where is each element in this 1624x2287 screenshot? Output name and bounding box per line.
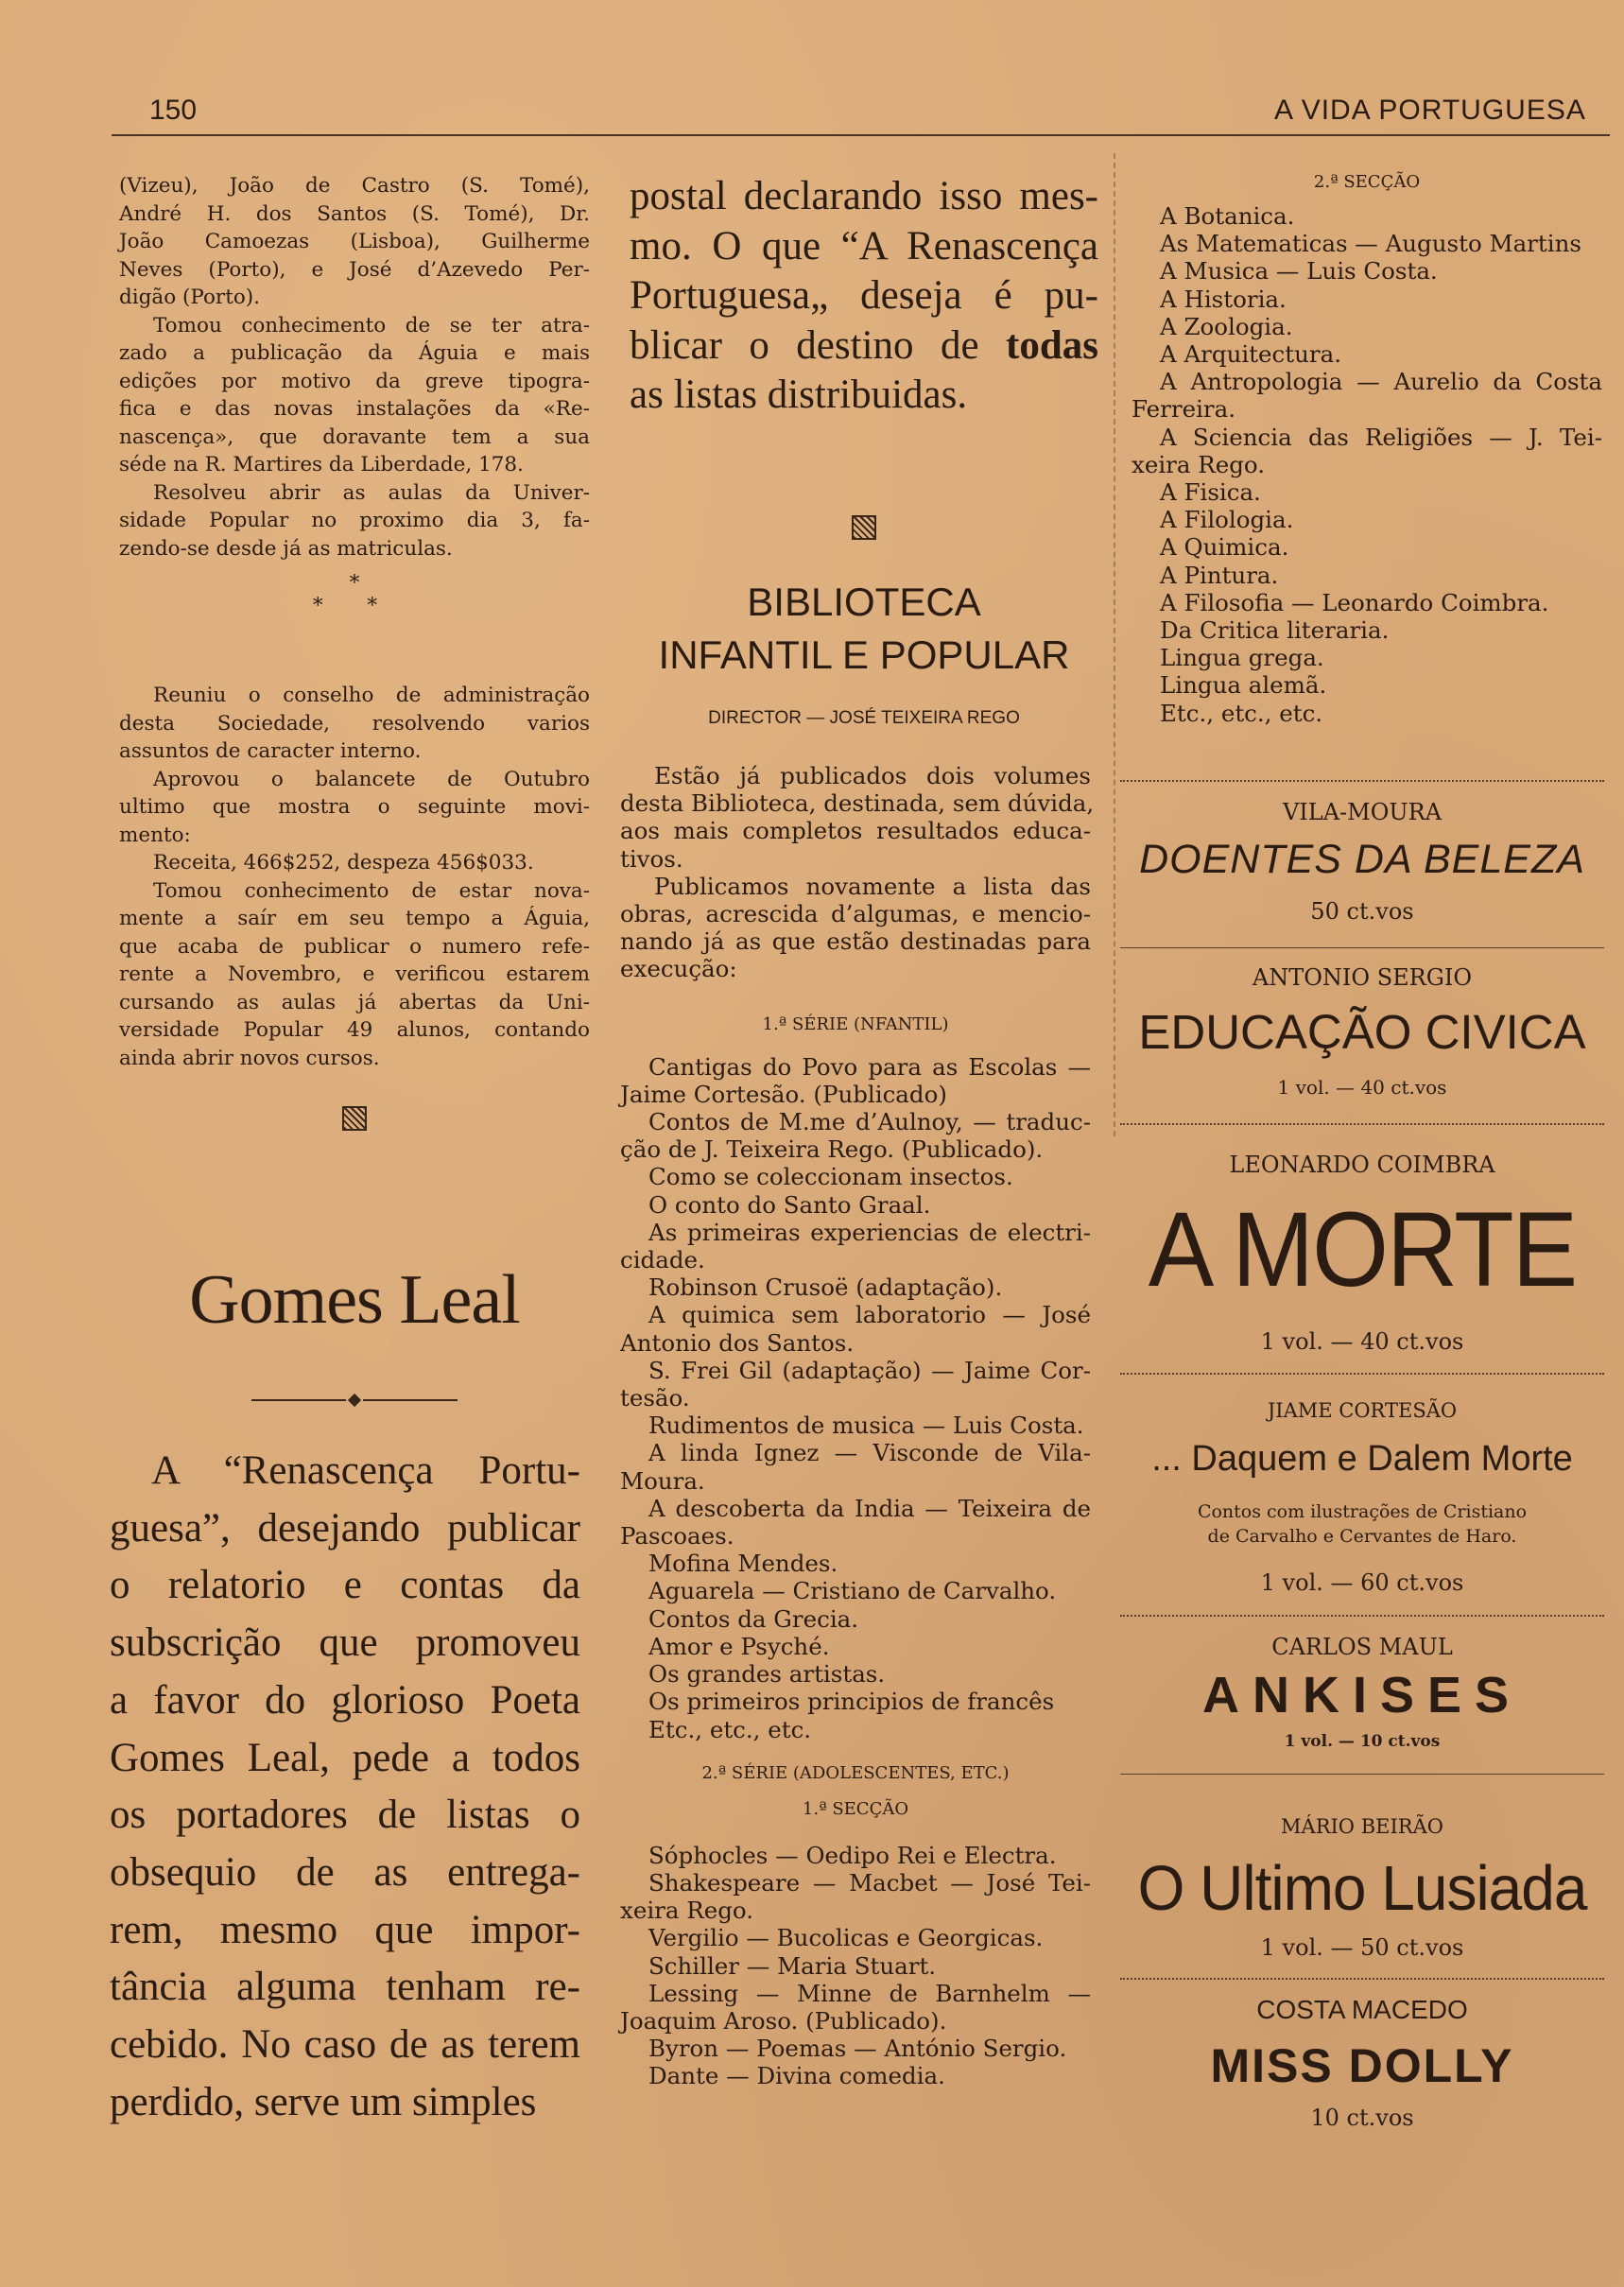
text-line: zendo-se desde já as matriculas. — [119, 536, 453, 561]
text-line: séde na R. Martires da Liberdade, 178. — [119, 453, 524, 476]
list-item-line: Byron — Poemas — António Sergio. — [648, 2035, 1067, 2063]
list-item-line: A Sciencia das Religiões — J. Tei- — [1160, 423, 1602, 451]
paragraph-universidade — [119, 479, 590, 563]
paragraph-receita: Receita, 466$252, despeza 456$033. — [153, 851, 534, 875]
ad-daquem-title: ... Daquem e Dalem Morte — [1151, 1439, 1573, 1479]
paragraph-balancete — [119, 766, 590, 850]
text-line: ultimo que mostra o seguinte movi- — [119, 795, 590, 819]
list-item — [1132, 616, 1602, 644]
ad-separator — [1120, 1774, 1604, 1775]
list-item — [620, 2062, 1091, 2089]
serie-2-heading: 2.ª SÉRIE (ADOLESCENTES, ETC.) — [701, 1762, 1010, 1783]
ad-doentes-price — [1120, 898, 1604, 925]
list-item-line: Etc., etc., etc. — [1160, 699, 1323, 727]
ad-separator — [1120, 1373, 1604, 1375]
text-line: obsequio de as entrega- — [110, 1849, 580, 1895]
text-line: tivos. — [620, 844, 683, 873]
list-item-line: Os grandes artistas. — [648, 1660, 886, 1689]
list-item — [620, 1660, 1091, 1688]
text-line: execução: — [620, 955, 737, 983]
list-item-line: A Fisica. — [1160, 478, 1261, 507]
list-item — [1132, 368, 1602, 423]
list-item — [620, 1924, 1091, 1951]
list-item-line: Os primeiros principios de francês — [648, 1688, 1055, 1716]
intro-paragraph — [119, 172, 590, 312]
list-item — [620, 1550, 1091, 1577]
list-item-line: tesão. — [620, 1384, 690, 1412]
ad-doentes-title: DOENTES DA BELEZA — [1139, 837, 1585, 882]
text-line: Resolveu abrir as aulas da Univer- — [153, 480, 590, 505]
list-item-line: xeira Rego. — [1132, 450, 1265, 478]
list-item-line: Cantigas do Povo para as Escolas — — [648, 1052, 1091, 1081]
text-line: aos mais completos resultados educa- — [620, 817, 1091, 845]
ornament-2 — [630, 515, 1098, 540]
column-2-continuation — [630, 172, 1098, 421]
list-item-line: Joaquim Aroso. (Publicado). — [620, 2006, 947, 2035]
seccao-2-list — [1132, 202, 1602, 727]
paragraph-aguia — [119, 312, 590, 479]
list-item-line: Contos de M.me d’Aulnoy, — traduc- — [648, 1108, 1091, 1136]
text-line: as listas distribuidas. — [630, 373, 968, 417]
list-item-line: Rudimentos de musica — Luis Costa. — [648, 1412, 1084, 1440]
text-line: rem, mesmo que impor- — [110, 1907, 580, 1952]
list-item — [1132, 202, 1602, 230]
text-line: mo. O que “A Renascença — [630, 223, 1098, 269]
list-item — [1132, 478, 1602, 506]
seccao-2-heading: 2.ª SECÇÃO — [1313, 172, 1421, 192]
text-line: zado a publicação da Águia e mais — [119, 341, 590, 365]
emphasis: todas — [1006, 322, 1098, 368]
list-item-line: ção de J. Teixeira Rego. (Publicado). — [620, 1135, 1044, 1164]
list-item-line: Pascoaes. — [620, 1522, 734, 1551]
ornament-box — [342, 1106, 367, 1131]
list-item-line: O conto do Santo Graal. — [648, 1190, 931, 1219]
list-item — [620, 1633, 1091, 1660]
ad-coimbra-author: LEONARDO COIMBRA — [1229, 1152, 1495, 1178]
list-item-line: Da Critica literaria. — [1160, 616, 1390, 645]
list-item-line: Shakespeare — Macbet — José Tei- — [648, 1868, 1091, 1897]
ad-educacao-price: 1 vol. — 40 ct.vos — [1277, 1076, 1447, 1099]
list-item — [620, 1219, 1091, 1273]
list-item-line: Jaime Cortesão. (Publicado) — [620, 1080, 947, 1108]
list-item-line: Robinson Crusoë (adaptação). — [648, 1273, 1003, 1302]
list-item-line: Etc., etc., etc. — [648, 1715, 812, 1743]
list-item — [1132, 424, 1602, 478]
list-item-line: Lingua grega. — [1160, 644, 1324, 672]
list-item-line: Sóphocles — Oedipo Rei e Electra. — [648, 1841, 1057, 1869]
header-rule — [112, 134, 1610, 136]
ad-macedo-author: COSTA MACEDO — [1256, 1995, 1468, 2024]
text-line: mente a saír em seu tempo a Águia, — [119, 907, 590, 930]
text-line: mento: — [119, 823, 191, 847]
list-item — [620, 1980, 1091, 2035]
biblioteca-title: BIBLIOTECA — [747, 580, 981, 624]
list-item-line: Vergilio — Bucolicas e Georgicas. — [648, 1924, 1044, 1952]
list-item — [1132, 589, 1602, 616]
text-line: perdido, serve um simples — [110, 2079, 537, 2124]
list-item-line: As primeiras experiencias de electri- — [648, 1218, 1091, 1246]
text-line: Reuniu o conselho de administração — [153, 684, 590, 707]
list-item-line: Antonio dos Santos. — [620, 1328, 855, 1357]
ad-sergio-author: ANTONIO SERGIO — [1252, 964, 1473, 991]
list-item — [620, 1439, 1091, 1494]
text-line: desta Biblioteca, destinada, sem dúvida, — [620, 789, 1095, 818]
text-line: ainda abrir novos cursos. — [119, 1046, 380, 1070]
list-item — [620, 1357, 1091, 1412]
list-item-line: S. Frei Gil (adaptação) — Jaime Cor- — [648, 1356, 1091, 1384]
list-item — [1132, 313, 1602, 340]
text-line: rente a Novembro, e verificou estarem — [119, 962, 590, 986]
list-item — [620, 1495, 1091, 1550]
ad-vila-moura-author: VILA-MOURA — [1282, 799, 1443, 825]
text-line: a favor do glorioso Poeta — [110, 1677, 580, 1723]
list-item-line: cidade. — [620, 1246, 705, 1274]
text-line: os portadores de listas o — [110, 1793, 580, 1838]
text-line: blicar o destino de todas — [630, 322, 1098, 368]
list-item — [620, 1716, 1091, 1743]
list-item — [1132, 533, 1602, 561]
text-line: o relatorio e contas da — [110, 1563, 580, 1608]
list-item-line: Aguarela — Cristiano de Carvalho. — [648, 1577, 1057, 1605]
ad-ankises-price: 1 vol. — 10 ct.vos — [1284, 1732, 1441, 1751]
list-item — [1132, 700, 1602, 727]
seccao-1-heading: 1.ª SECÇÃO — [802, 1798, 909, 1819]
ornament-box — [852, 515, 876, 540]
text-line: cebido. No caso de as terem — [110, 2022, 580, 2068]
paragraph-novembro — [119, 877, 590, 1073]
list-item-line: A Pintura. — [1160, 561, 1279, 589]
list-item-line: Como se coleccionam insectos. — [648, 1163, 1013, 1191]
text-line: João Camoezas (Lisboa), Guilherme — [119, 230, 590, 253]
list-item-line: xeira Rego. — [620, 1897, 753, 1925]
biblioteca-p2 — [620, 873, 1091, 983]
list-item-line: A Historia. — [1160, 285, 1287, 313]
text-line: guesa”, desejando publicar — [110, 1505, 580, 1551]
asterism — [119, 572, 590, 617]
ad-lusiada-title: O Ultimo Lusiada — [1137, 1852, 1587, 1924]
text-line: desta Sociedade, resolvendo varios — [119, 711, 590, 736]
text-line: que acaba de publicar o numero refe- — [119, 934, 590, 959]
list-item — [620, 1688, 1091, 1715]
text-line: fica e das novas instalações da «Re- — [119, 397, 590, 421]
text-line: obras, acrescida d’algumas, e mencio- — [620, 900, 1091, 928]
text-line: Aprovou o balancete de Outubro — [153, 767, 590, 791]
text-line: digão (Porto). — [119, 286, 261, 309]
ad-separator — [1120, 780, 1604, 782]
list-item-line: Dante — Divina comedia. — [648, 2062, 945, 2090]
list-item — [620, 1412, 1091, 1439]
text-line: Tomou conhecimento de se ter atra- — [153, 313, 590, 338]
list-item-line: A quimica sem laboratorio — José — [648, 1301, 1091, 1329]
list-item — [1132, 644, 1602, 671]
seccao-1-list — [620, 1842, 1091, 2090]
asterism-top: * — [349, 571, 360, 595]
list-item — [1132, 671, 1602, 699]
text-line: assuntos de caracter interno. — [119, 739, 422, 763]
list-item-line: Lessing — Minne de Barnhelm — — [648, 1979, 1091, 2007]
ad-separator — [1120, 1123, 1604, 1125]
text-line: Portuguesa„ deseja é pu- — [630, 273, 1098, 318]
list-item — [620, 1952, 1091, 1980]
serie-1-list — [620, 1053, 1091, 1743]
text-line: Gomes Leal, pede a todos — [110, 1735, 580, 1780]
list-item-line: A Antropologia — Aurelio da Costa — [1160, 368, 1602, 396]
list-item-line: Amor e Psyché. — [648, 1632, 830, 1660]
text-line: sidade Popular no proximo dia 3, fa- — [119, 509, 590, 532]
list-item-line: A Musica — Luis Costa. — [1160, 257, 1438, 286]
text-line: cursando as aulas já abertas da Uni- — [119, 990, 590, 1014]
biblioteca-director: DIRECTOR — JOSÉ TEIXEIRA REGO — [708, 708, 1020, 728]
list-item — [620, 1605, 1091, 1633]
asterism-bottom: * * — [312, 594, 397, 617]
list-item — [620, 1053, 1091, 1108]
text-line: subscrição que promoveu — [110, 1620, 580, 1666]
list-item — [620, 1163, 1091, 1190]
text-line: Neves (Porto), e José d’Azevedo Per- — [119, 257, 590, 282]
ad-educacao-title: EDUCAÇÃO CIVICA — [1138, 1005, 1586, 1059]
list-item-line: A Botanica. — [1160, 202, 1295, 230]
ad-daquem-note-1: Contos com ilustrações de Cristiano — [1197, 1501, 1528, 1522]
text-line: tância alguma tenham re- — [110, 1965, 580, 2010]
list-item-line: A Arquitectura. — [1160, 340, 1341, 369]
list-item — [620, 1301, 1091, 1356]
text-line: André H. dos Santos (S. Tomé), Dr. — [119, 201, 590, 226]
ornament-1 — [119, 1106, 590, 1131]
list-item-line: Mofina Mendes. — [648, 1550, 838, 1578]
ad-maul-author: CARLOS MAUL — [1271, 1634, 1453, 1660]
text-line: nando já as que estão destinadas para — [620, 927, 1091, 956]
price-text: 50 ct.vos — [1310, 898, 1414, 925]
text-line: A “Renascença Portu- — [151, 1448, 580, 1493]
column-3 — [1132, 170, 1602, 727]
ad-lusiada-price: 1 vol. — 50 ct.vos — [1260, 1934, 1464, 1961]
ad-separator — [1120, 947, 1604, 948]
list-item — [620, 1273, 1091, 1301]
biblioteca-subtitle: INFANTIL E POPULAR — [658, 632, 1070, 677]
ad-ankises-title: ANKISES — [1201, 1667, 1523, 1724]
ad-separator — [1120, 1978, 1604, 1980]
list-item — [620, 1869, 1091, 1924]
ad-morte-price: 1 vol. — 40 ct.vos — [1260, 1328, 1464, 1355]
list-item-line: A Quimica. — [1160, 533, 1289, 562]
text-line: postal declarando isso mes- — [630, 174, 1098, 218]
list-item-line: As Matematicas — Augusto Martins — [1160, 230, 1581, 258]
journal-title: A VIDA PORTUGUESA — [1274, 95, 1586, 126]
text-line: Publicamos novamente a lista das — [654, 872, 1091, 900]
text-line: (Vizeu), João de Castro (S. Tomé), — [119, 174, 590, 198]
list-item-line: A Zoologia. — [1160, 312, 1293, 340]
list-item — [1132, 230, 1602, 257]
ad-beirao-author: MÁRIO BEIRÃO — [1281, 1815, 1443, 1838]
list-item — [1132, 286, 1602, 313]
ad-daquem-price: 1 vol. — 60 ct.vos — [1260, 1569, 1464, 1596]
ad-daquem-note-2: de Carvalho e Cervantes de Haro. — [1207, 1526, 1517, 1547]
list-item — [620, 1842, 1091, 1869]
list-item-line: Ferreira. — [1132, 395, 1236, 424]
list-item — [620, 1108, 1091, 1163]
list-item — [620, 1191, 1091, 1219]
ad-miss-dolly-title: MISS DOLLY — [1210, 2039, 1514, 2092]
gomes-leal-text — [110, 1443, 580, 2131]
list-item-line: A Filologia. — [1160, 506, 1294, 534]
list-item — [620, 1577, 1091, 1604]
list-item-line: Moura. — [620, 1466, 705, 1495]
text-line: Estão já publicados dois volumes — [654, 762, 1091, 789]
text-line: edições por motivo da greve tipogra- — [119, 369, 590, 393]
text-line: Tomou conhecimento de estar nova- — [153, 878, 590, 903]
biblioteca-p1 — [620, 762, 1095, 873]
list-item-line: Lingua alemã. — [1160, 671, 1327, 700]
serie-1-heading: 1.ª SÉRIE (NFANTIL) — [762, 1014, 949, 1034]
column-2-body — [620, 762, 1095, 2090]
list-item-line: A descoberta da India — Teixeira de — [648, 1494, 1091, 1522]
ad-miss-dolly-price: 10 ct.vos — [1310, 2105, 1414, 2131]
text-line: versidade Popular 49 alunos, contando — [119, 1018, 590, 1042]
list-item-line: Contos da Grecia. — [648, 1604, 859, 1633]
ad-morte-title: A MORTE — [1148, 1190, 1577, 1309]
gomes-leal-title: Gomes Leal — [189, 1261, 520, 1339]
gomes-leal-divider — [119, 1395, 590, 1405]
list-item-line: A linda Ignez — Visconde de Vila- — [648, 1439, 1091, 1467]
list-item — [1132, 257, 1602, 285]
ad-cortesao-author: JIAME CORTESÃO — [1267, 1399, 1458, 1422]
list-item-line: Schiller — Maria Stuart. — [648, 1951, 937, 1980]
paragraph-conselho — [119, 682, 590, 766]
column-1 — [119, 172, 590, 1131]
list-item — [620, 2035, 1091, 2062]
page-number: 150 — [149, 95, 198, 126]
list-item — [1132, 340, 1602, 368]
list-item — [1132, 506, 1602, 533]
ad-separator — [1120, 1615, 1604, 1617]
list-item — [1132, 562, 1602, 589]
text-line: nascença», que doravante tem a sua — [119, 424, 590, 449]
list-item-line: A Filosofia — Leonardo Coimbra. — [1160, 588, 1549, 616]
column-divider — [1114, 153, 1115, 1136]
